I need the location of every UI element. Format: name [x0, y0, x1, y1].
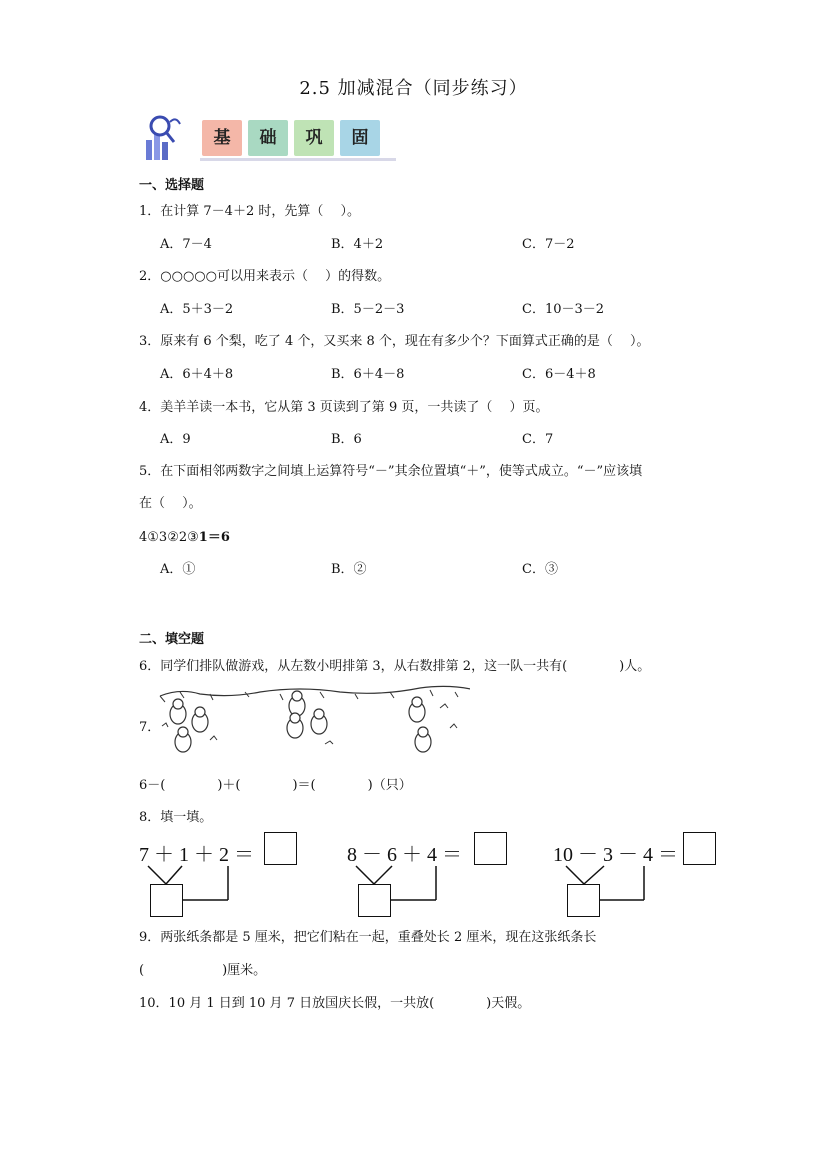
q4-option-b: B．6: [331, 432, 362, 447]
question-10: 10．10 月 1 日到 10 月 7 日放国庆长假，一共放( )天假。: [139, 996, 531, 1011]
q4-option-a: A．9: [160, 432, 191, 447]
banner-tile-4: 固: [340, 120, 380, 156]
question-2: 2．○○○○○可以用来表示（ ）的得数。: [139, 269, 391, 284]
q5-option-c: C．③: [522, 562, 558, 577]
q8-sub-box-3[interactable]: [567, 884, 600, 917]
q5-equation-prefix: 4①3②2③: [139, 530, 199, 545]
q7-answer-line: 6－( )＋( )＝( )（只）: [139, 778, 412, 793]
question-7-number: 7．: [139, 720, 161, 735]
question-9-line1: 9．两张纸条都是 5 厘米，把它们粘在一起，重叠处长 2 厘米，现在这张纸条长: [139, 930, 597, 945]
question-1: 1．在计算 7－4＋2 时，先算（ ）。: [139, 204, 360, 219]
q8-expression-3: 10 － 3 － 4 ＝: [553, 844, 678, 866]
q8-sub-box-2[interactable]: [358, 884, 391, 917]
q5-equation-suffix: 1＝6: [198, 530, 230, 545]
q1-option-a: A．7－4: [160, 237, 212, 252]
q4-option-c: C．7: [522, 432, 554, 447]
q1-option-c: C．7－2: [522, 237, 575, 252]
question-4: 4．美羊羊读一本书，它从第 3 页读到了第 9 页，一共读了（ ）页。: [139, 400, 549, 415]
section-banner: [140, 112, 400, 164]
page-title: 2.5 加减混合（同步练习）: [299, 78, 528, 99]
q8-answer-box-2[interactable]: [474, 832, 507, 865]
question-5-line1: 5．在下面相邻两数字之间填上运算符号“－”其余位置填“＋”，使等式成立。“－”应该填: [139, 464, 643, 479]
question-3: 3．原来有 6 个梨，吃了 4 个，又买来 8 个，现在有多少个？下面算式正确的是（ ）。: [139, 334, 650, 349]
section-heading-choice: 一、选择题: [139, 178, 205, 193]
q1-option-b: B．4＋2: [331, 237, 384, 252]
q3-option-c: C．6－4＋8: [522, 367, 596, 382]
q5-option-b: B．②: [331, 562, 367, 577]
q8-answer-box-1[interactable]: [264, 832, 297, 865]
section-heading-fill: 二、填空题: [139, 632, 205, 647]
q2-option-c: C．10－3－2: [522, 302, 605, 317]
question-6: 6．同学们排队做游戏，从左数小明排第 3，从右数排第 2，这一队一共有( )人。: [139, 659, 651, 674]
banner-tile-1: 基: [202, 120, 242, 156]
q2-option-a: A．5＋3－2: [160, 302, 234, 317]
chicks-illustration: [150, 684, 470, 764]
banner-tile-2: 础: [248, 120, 288, 156]
banner-tile-3: 巩: [294, 120, 334, 156]
q3-option-a: A．6＋4＋8: [160, 367, 234, 382]
q8-expression-1: 7 ＋ 1 ＋ 2 ＝: [139, 844, 254, 866]
question-8: 8．填一填。: [139, 810, 213, 825]
question-5-line2: 在（ ）。: [139, 496, 202, 511]
q5-equation: [139, 526, 230, 545]
question-9-line2: ( )厘米。: [139, 963, 267, 978]
q5-option-a: A．①: [160, 562, 196, 577]
q8-answer-box-3[interactable]: [683, 832, 716, 865]
q3-option-b: B．6＋4－8: [331, 367, 405, 382]
q8-sub-box-1[interactable]: [150, 884, 183, 917]
q8-expression-2: 8 － 6 ＋ 4 ＝: [347, 844, 462, 866]
q2-option-b: B．5－2－3: [331, 302, 405, 317]
magnifier-icon: [140, 112, 200, 164]
